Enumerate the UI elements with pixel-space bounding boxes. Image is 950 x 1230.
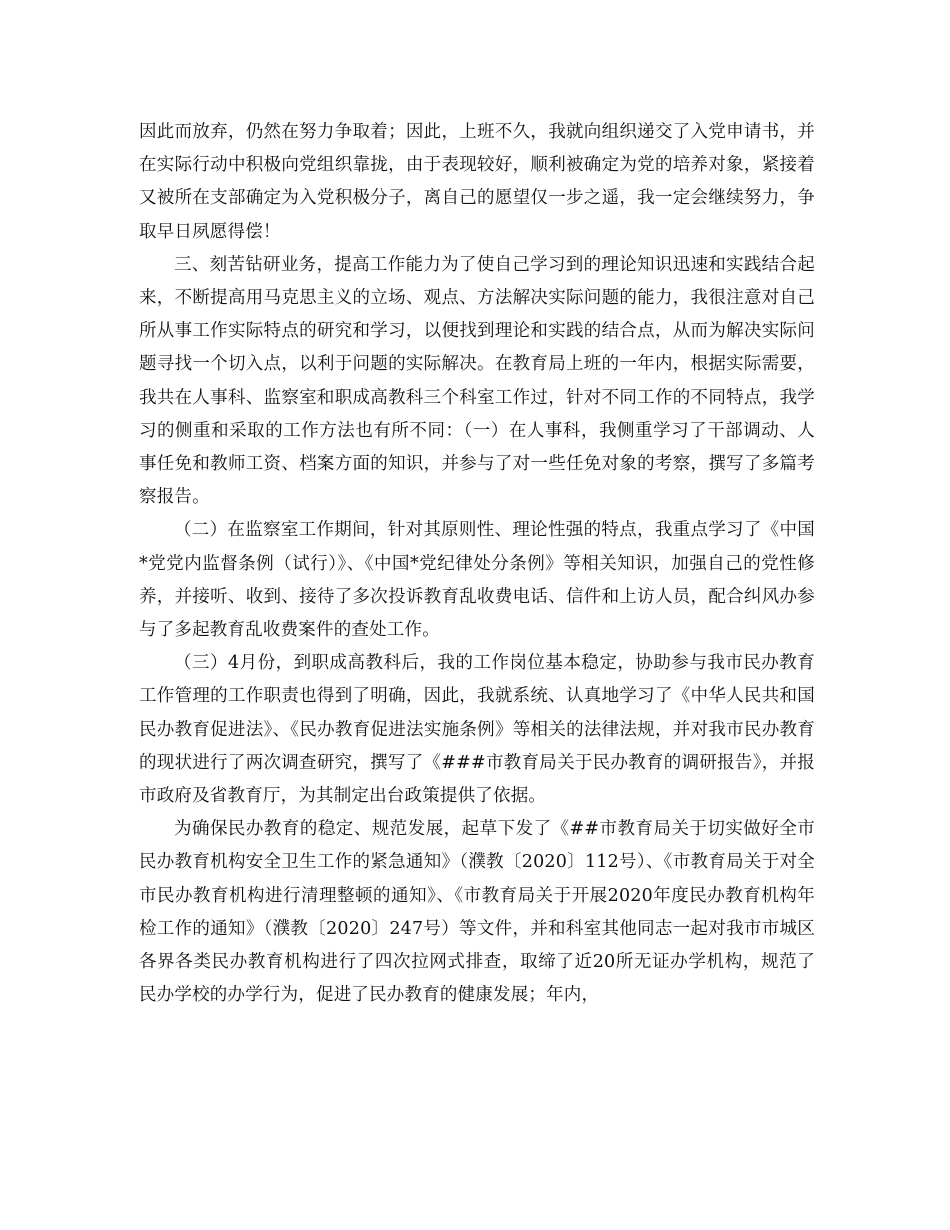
paragraph-2: 三、刻苦钻研业务，提高工作能力为了使自己学习到的理论知识迅速和实践结合起来，不断提高用马克思主义的立场、观点、方法解决实际问题的能力，我很注意对自己所从事工作实际特点的研究和学习，以便找到理论和实践的结合点，从而为解决实际问题寻找一个切入点，以利于问题的实际解决。在教育局上班的一年内，根据实际需要，我共在人事科、监察室和职成高教科三个科室工作过，针对不同工作的不同特点，我学习的侧重和采取的工作方法也有所不同：（一）在人事科，我侧重学习了干部调动、人事任免和教师工资、档案方面的知识，并参与了对一些任免对象的考察，撰写了多篇考察报告。 xyxy=(139,254,815,508)
paragraph-1: 因此而放弃，仍然在努力争取着；因此，上班不久，我就向组织递交了入党申请书，并在实际行动中积极向党组织靠拢，由于表现较好，顺利被确定为党的培养对象，紧接着又被所在支部确定为入党积极分子，离自己的愿望仅一步之遥，我一定会继续努力，争取早日夙愿得偿！ xyxy=(139,122,815,242)
paragraph-5: 为确保民办教育的稳定、规范发展，起草下发了《##市教育局关于切实做好全市民办教育机构安全卫生工作的紧急通知》（濮教〔2020〕112号）、《市教育局关于对全市民办教育机构进行清理整顿的通知》、《市教育局关于开展2020年度民办教育机构年检工作的通知》（濮教〔2020〕247号）等文件，并和科室其他同志一起对我市市城区各界各类民办教育机构进行了四次拉网式排查，取缔了近20所无证办学机构，规范了民办学校的办学行为，促进了民办教育的健康发展；年内， xyxy=(139,819,815,1006)
document-body xyxy=(139,116,815,1012)
paragraph-3: （二）在监察室工作期间，针对其原则性、理论性强的特点，我重点学习了《中国*党党内监督条例（试行）》、《中国*党纪律处分条例》等相关知识，加强自己的党性修养，并接听、收到、接待了多次投诉教育乱收费电话、信件和上访人员，配合纠风办参与了多起教育乱收费案件的查处工作。 xyxy=(139,520,815,641)
paragraph-4: （三）4月份，到职成高教科后，我的工作岗位基本稳定，协助参与我市民办教育工作管理的工作职责也得到了明确，因此，我就系统、认真地学习了《中华人民共和国民办教育促进法》、《民办教育促进法实施条例》等相关的法律法规，并对我市民办教育的现状进行了两次调查研究，撰写了《###市教育局关于民办教育的调研报告》，并报市政府及省教育厅，为其制定出台政策提供了依据。 xyxy=(139,653,815,807)
